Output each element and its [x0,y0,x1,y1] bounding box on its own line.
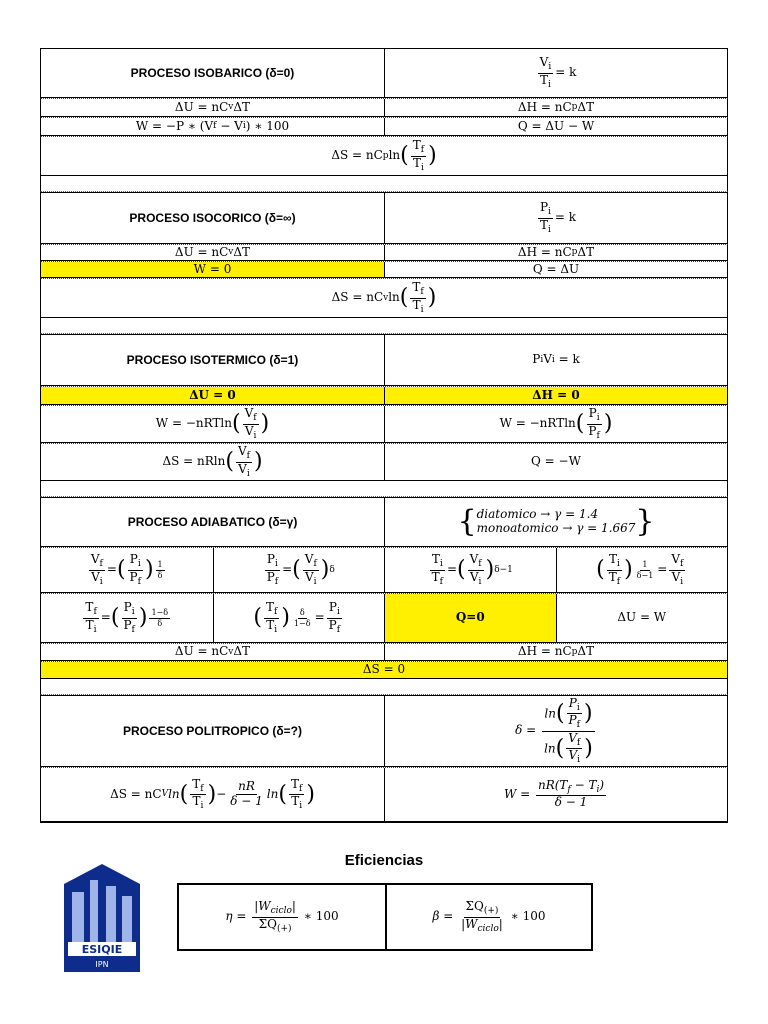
adiabatico-rel-T-P-inv: ( $\frac{T_f}{T_i}$ ) $\frac{\delta}{1-\delta}$ = $\frac{P_i}{P_f}$ [213,594,385,642]
politropico-title: PROCESO POLITROPICO (δ=?) [123,724,302,738]
adiabatico-dH: ΔH = nC p ΔT [384,644,727,660]
adiabatico-relations-row-2 [40,593,728,643]
isocorico-W: W = 0 [41,262,384,277]
adiabatico-energy-row [40,643,728,661]
isocorico-entropy-row [40,278,728,318]
eficiencia-eta: η = $\frac{|W_{ciclo}|}{\Sigma Q_{(+)}}$ ∗ 100 [225,899,339,934]
adiabatico-diatomico: diatomico → γ = 1.4 [476,507,599,522]
eficiencias-title: Eficiencias [344,852,424,869]
adiabatico-title: PROCESO ADIABATICO (δ=γ) [127,515,298,529]
isocorico-title: PROCESO ISOCORICO (δ=∞) [129,211,296,225]
isotermico-Q: Q = −W [384,444,727,480]
politropico-formula-row [40,767,728,823]
isobarico-entropy-row [40,136,728,176]
isocorico-dH: ΔH = nC p ΔT [384,245,727,260]
isobarico-title: PROCESO ISOBARICO (δ=0) [130,66,295,80]
isotermico-W-pressure: W = −nRTln ( $\frac{P_i}{P_f}$ ) [384,406,727,442]
politropico-header-row [40,695,728,767]
adiabatico-dU-W: ΔU = W [556,594,728,642]
spacer-4 [40,679,728,695]
logo-text: ESIQIE [81,943,123,956]
isobarico-W: W = −P ∗ (V f − V i ) ∗ 100 [135,118,290,133]
isobarico-dH: ΔH = nC p ΔT [384,99,727,116]
spacer-3 [40,481,728,497]
adiabatico-monoatomico: monoatomico → γ = 1.667 [476,521,636,535]
eficiencias-table [177,883,593,951]
isocorico-relation: $\frac{P_i}{T_i}$ = k [384,193,727,243]
isocorico-dS: ΔS = nC v ln ( $\frac{T_f}{T_i}$ ) [331,280,437,315]
isocorico-Q: Q = ΔU [384,262,727,277]
isotermico-W-volume: W = −nRTln ( $\frac{V_f}{V_i}$ ) [155,406,270,441]
adiabatico-relations-row-1 [40,547,728,593]
isocorico-energy-row [40,244,728,261]
isobarico-dU: ΔU = nC v ΔT [174,99,251,114]
adiabatico-dS: ΔS = 0 [41,662,727,678]
isotermico-relation: P i V i = k [384,335,727,385]
isotermico-work-row [40,405,728,443]
isotermico-title: PROCESO ISOTERMICO (δ=1) [126,353,299,367]
adiabatico-rel-T-V-inv: ( $\frac{T_i}{T_f}$ ) $\frac{1}{\delta-1}$ = $\frac{V_f}{V_i}$ [556,548,728,592]
politropico-delta: δ = ln( $\frac{P_i}{P_f}$ ) ln( $\frac{V_f}{V_i}$ ) [384,696,727,766]
isotermico-dS: ΔS = nRln ( $\frac{V_f}{V_i}$ ) [162,444,263,479]
isocorico-header-row [40,192,728,244]
adiabatico-gamma: { diatomico → γ = 1.4 monoatomico → γ = 1.667 } [384,498,727,546]
isotermico-dH: ΔH = 0 [384,387,727,404]
isobarico-Q: Q = ΔU − W [384,118,727,135]
politropico-dS: ΔS = nC V ln ( $\frac{T_f}{T_i}$ ) − $\frac{nR}{\delta - 1}$ ln ( $\frac{T_f}{T_i}$ ) [110,776,315,811]
adiabatico-Q: Q=0 [384,594,556,642]
isotermico-header-row [40,334,728,386]
adiabatico-rel-P-V: $\frac{P_i}{P_f}$ = ( $\frac{V_f}{V_i}$ ) δ [213,548,385,592]
isocorico-work-row [40,261,728,278]
adiabatico-rel-T-P: $\frac{T_f}{T_i}$ = ( $\frac{P_i}{P_f}$ ) $\frac{1-\delta}{\delta}$ [85,600,169,635]
adiabatico-rel-V-P: $\frac{V_f}{V_i}$ = ( $\frac{P_i}{P_f}$ ) $\frac{1}{\delta}$ [90,552,163,587]
isotermico-energy-row [40,386,728,405]
eficiencia-beta: β = $\frac{\Sigma Q_{(+)}}{|W_{ciclo}|}$ ∗ 100 [385,885,591,949]
isobarico-dS: ΔS = nC p ln ( $\frac{T_f}{T_i}$ ) [331,138,437,173]
esiqie-logo-icon [62,862,142,974]
logo-subtext: IPN [95,960,109,969]
politropico-W: W = $\frac{nR(T_f - T_i)}{\delta - 1}$ [384,768,727,821]
isobarico-relation: $\frac{V_i}{T_i}$ = k [384,49,727,97]
isotermico-dU: ΔU = 0 [41,387,384,404]
formula-sheet [40,48,728,823]
adiabatico-header-row [40,497,728,547]
isotermico-entropy-row [40,443,728,481]
isobarico-energy-row [40,98,728,117]
adiabatico-rel-T-V: $\frac{T_i}{T_f}$ = ( $\frac{V_f}{V_i}$ ) δ−1 [384,548,556,592]
spacer-2 [40,318,728,334]
isobarico-header-row [40,48,728,98]
spacer-1 [40,176,728,192]
isobarico-work-row [40,117,728,136]
isocorico-dU: ΔU = nC v ΔT [174,244,251,259]
adiabatico-entropy-row [40,661,728,679]
adiabatico-dU: ΔU = nC v ΔT [174,644,251,659]
